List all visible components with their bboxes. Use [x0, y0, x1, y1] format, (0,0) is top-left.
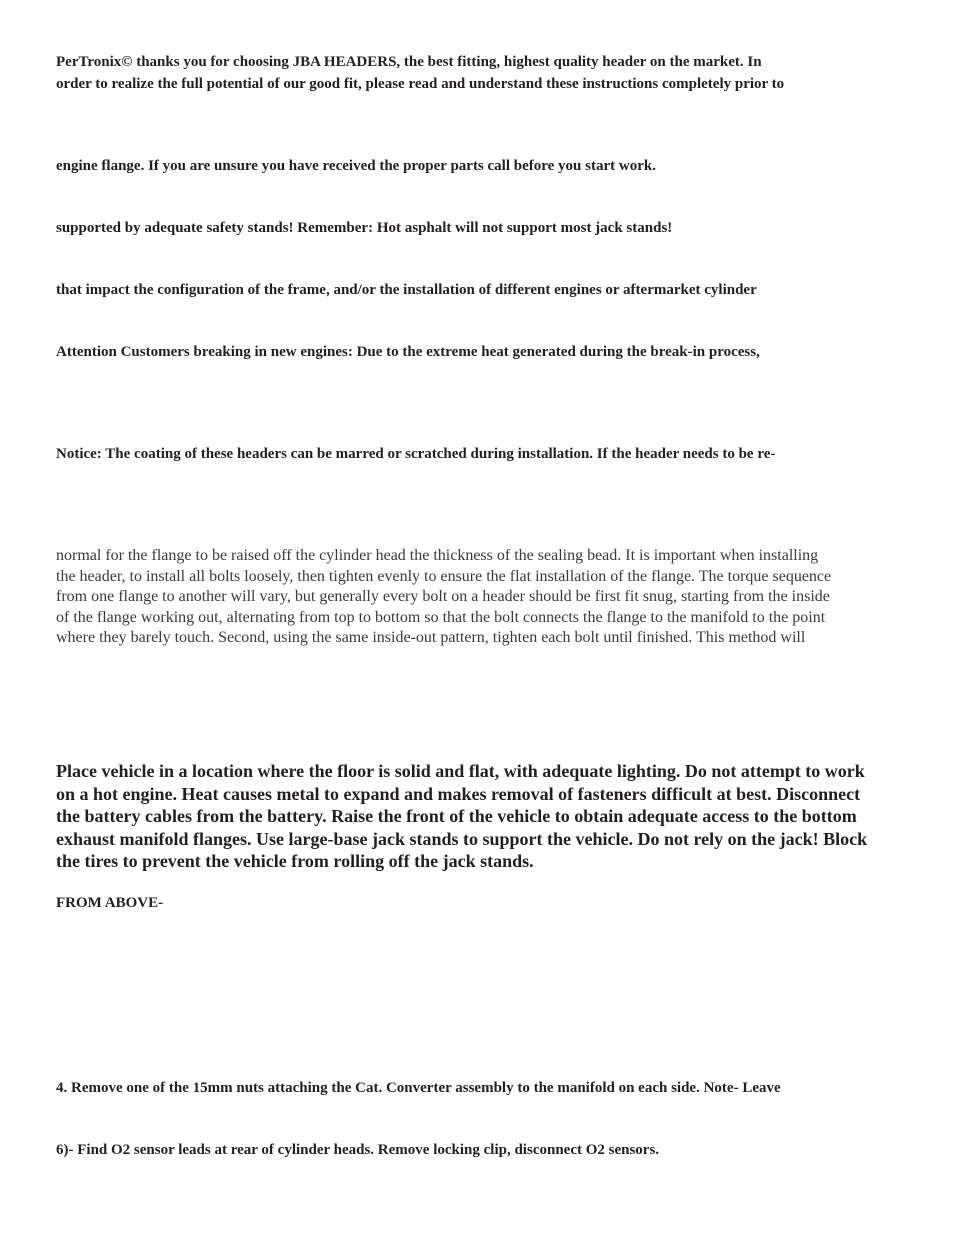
intro-line: PerTronix© thanks you for choosing JBA HEADERS, the best fitting, highest quality header on the market. In — [56, 54, 762, 70]
step-6: 6)- Find O2 sensor leads at rear of cylinder heads. Remove locking clip, disconnect O2 sensors. — [56, 1142, 660, 1158]
preparation-line: on a hot engine. Heat causes metal to expand and makes removal of fasteners difficult at best. Disconnect — [56, 783, 861, 804]
flange-paragraph — [56, 546, 906, 649]
preparation-paragraph — [56, 760, 906, 873]
intro-paragraph — [56, 51, 906, 95]
preparation-line: Place vehicle in a location where the floor is solid and flat, with adequate lighting. Do not attempt to work — [56, 761, 865, 781]
step-4: 4. Remove one of the 15mm nuts attaching the Cat. Converter assembly to the manifold on each side. Note- Leave — [56, 1080, 781, 1096]
preparation-line: the tires to prevent the vehicle from rolling off the jack stands. — [56, 851, 534, 872]
intro-line: order to realize the full potential of our good fit, please read and understand these instructions completely prior to — [56, 76, 785, 92]
preparation-line: the battery cables from the battery. Raise the front of the vehicle to obtain adequate access to the bottom — [56, 806, 857, 827]
modification-notice: that impact the configuration of the frame, and/or the installation of different engines or aftermarket cylinder — [56, 282, 757, 298]
coating-notice: Notice: The coating of these headers can be marred or scratched during installation. If the header needs to be re- — [56, 446, 776, 462]
flange-line: normal for the flange to be raised off the cylinder head the thickness of the sealing bead. It is important when installing — [56, 547, 819, 564]
flange-line: where they barely touch. Second, using the same inside-out pattern, tighten each bolt until finished. This method will — [56, 629, 806, 647]
flange-line: the header, to install all bolts loosely, then tighten evenly to ensure the flat installation of the flange. The torque sequence — [56, 567, 832, 585]
flange-line: from one flange to another will vary, but generally every bolt on a header should be first fit snug, starting from the inside — [56, 588, 830, 606]
safety-notice: supported by adequate safety stands! Remember: Hot asphalt will not support most jack stands! — [56, 220, 673, 236]
preparation-line: exhaust manifold flanges. Use large-base jack stands to support the vehicle. Do not rely on the jack! Block — [56, 828, 868, 849]
flange-line: of the flange working out, alternating from top to bottom so that the bolt connects the flange to the manifold to the point — [56, 608, 826, 626]
from-above-heading: FROM ABOVE- — [56, 895, 164, 911]
break-in-notice: Attention Customers breaking in new engines: Due to the extreme heat generated during the break-in process, — [56, 344, 760, 360]
parts-notice: engine flange. If you are unsure you have received the proper parts call before you start work. — [56, 158, 656, 174]
